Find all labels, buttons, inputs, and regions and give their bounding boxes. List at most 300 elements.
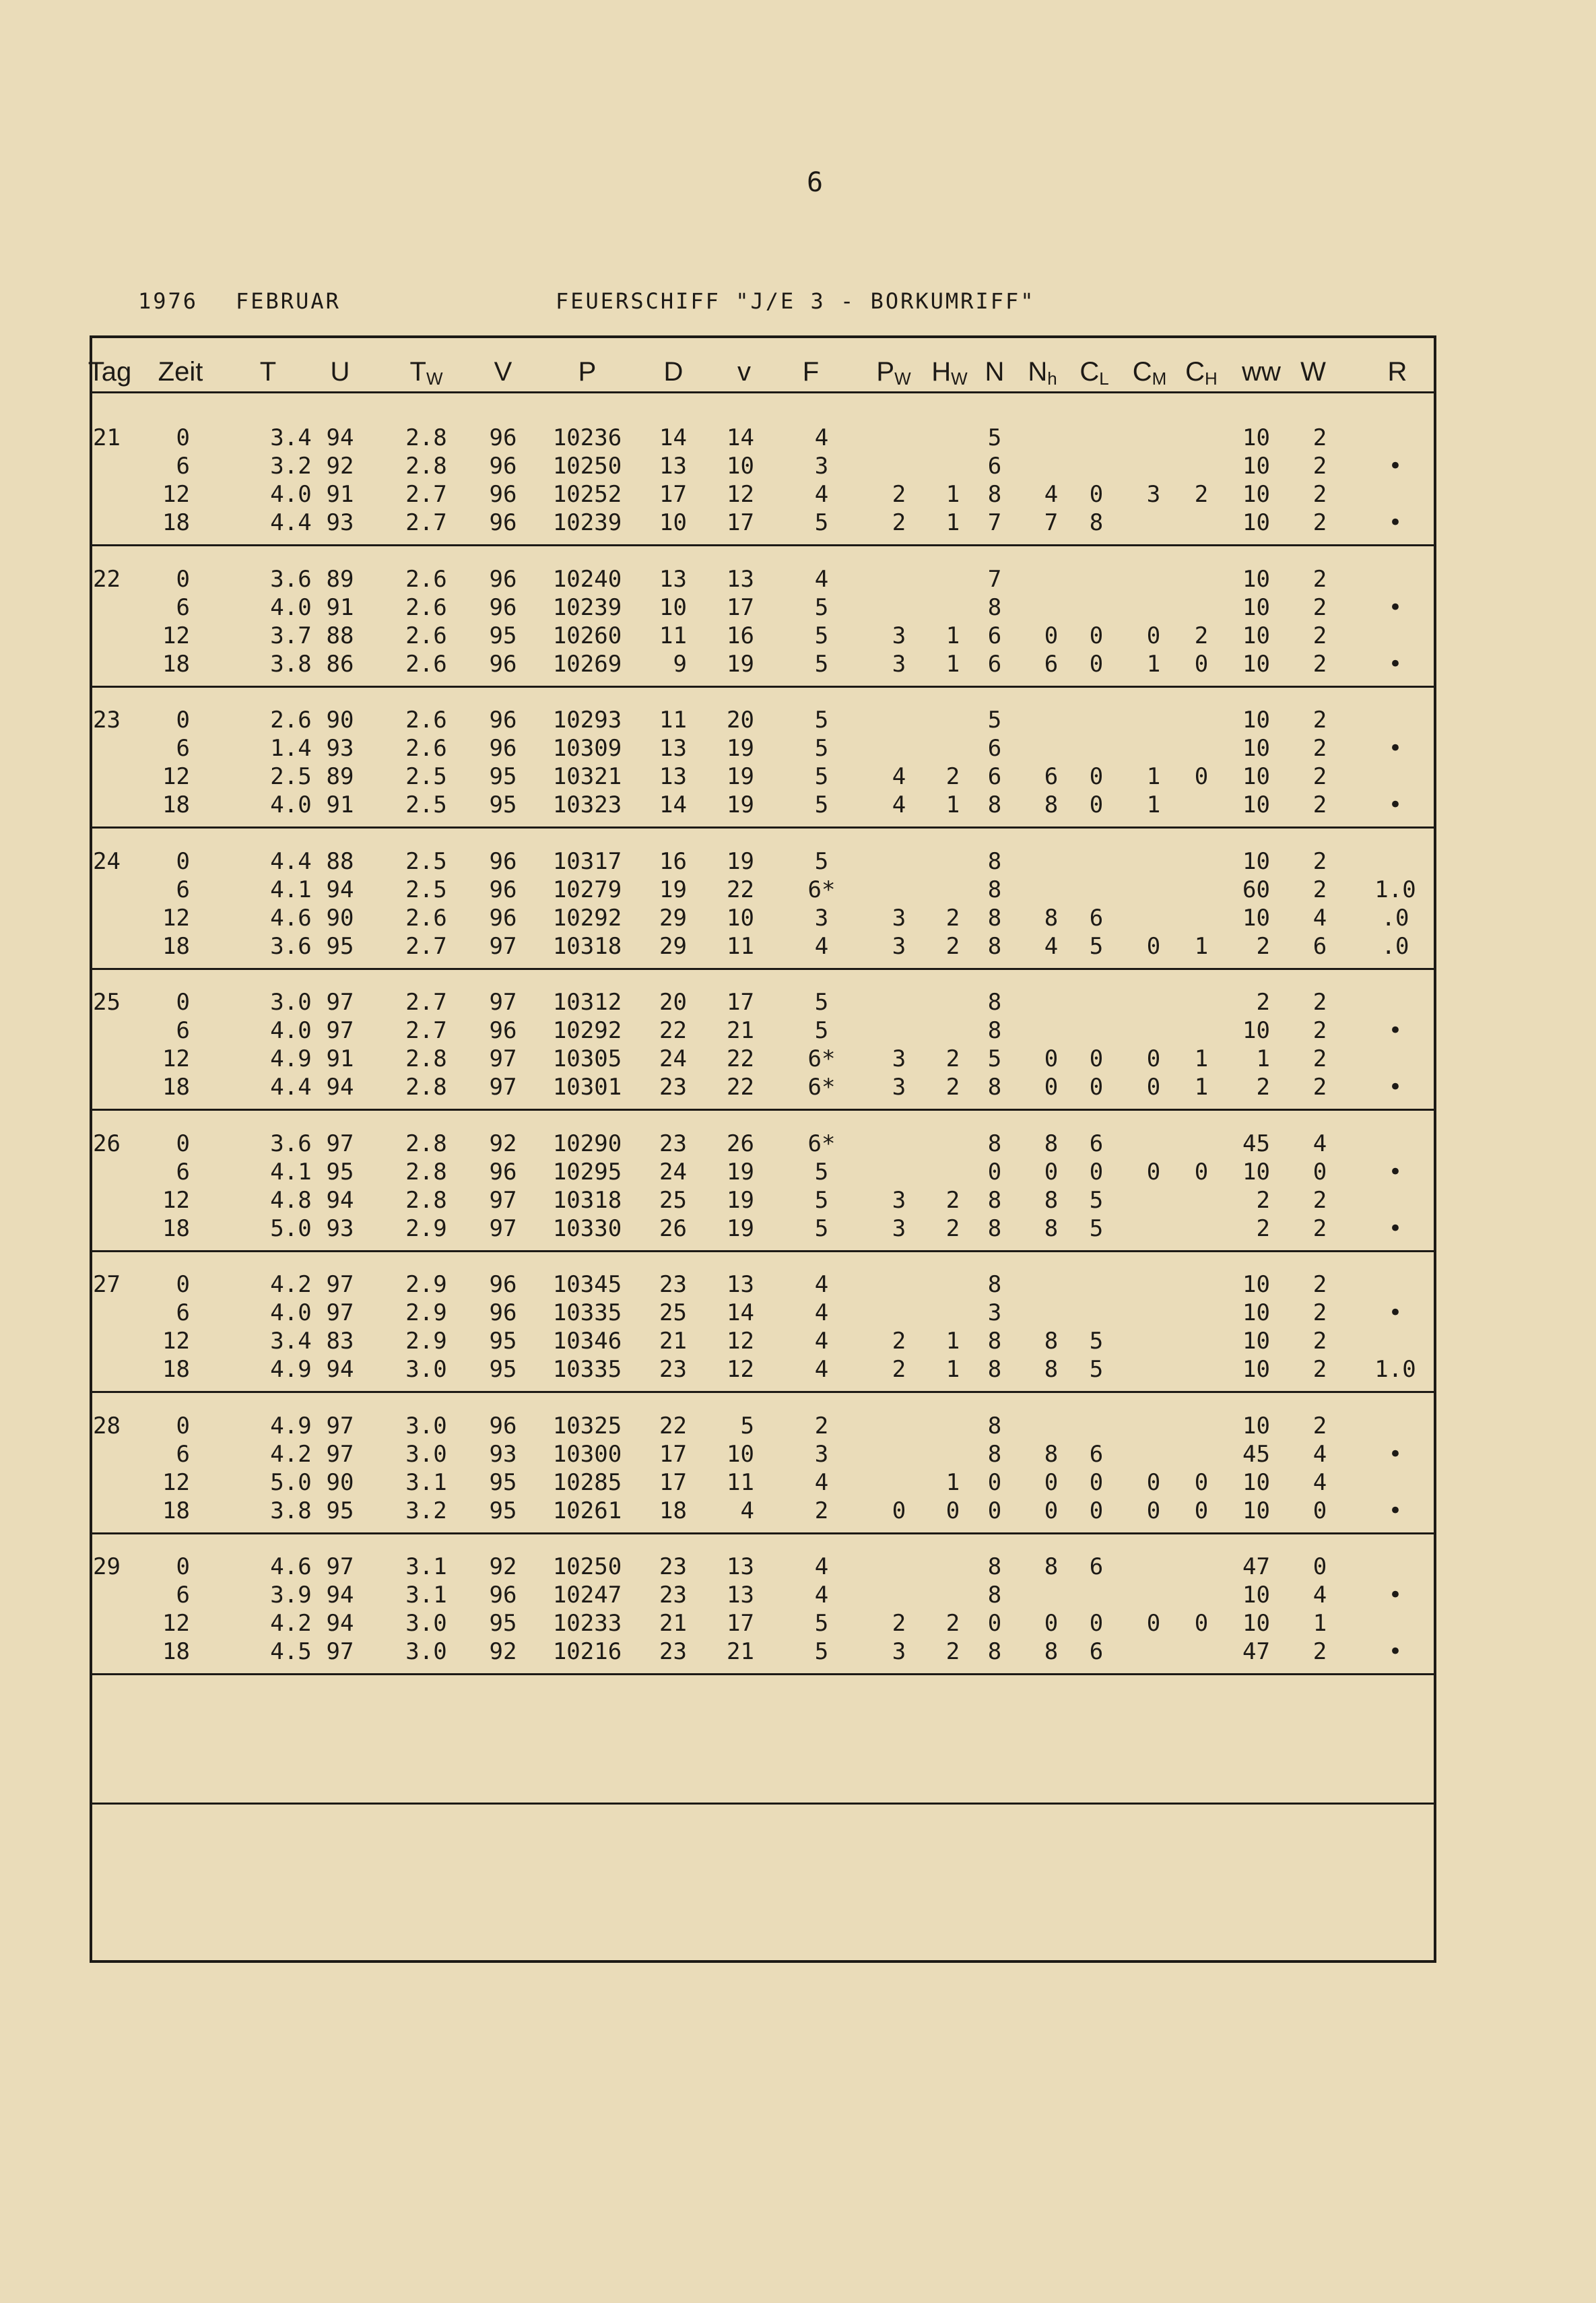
table-cell-zeit: 18: [162, 1638, 190, 1665]
column-header-w: [1300, 357, 1326, 387]
table-cell-d: 13: [659, 763, 687, 790]
table-cell-vv: 19: [727, 847, 754, 875]
column-header-label: W: [1300, 357, 1326, 387]
table-cell-d: 21: [659, 1610, 687, 1637]
table-cell-n: 8: [987, 791, 1002, 818]
table-cell-t: 3.4: [270, 1328, 312, 1355]
table-cell-p: 10233: [552, 1610, 622, 1637]
table-cell-nh: 0: [1044, 1045, 1059, 1072]
table-cell-u: 95: [326, 1158, 354, 1186]
table-cell-f: 4: [814, 565, 829, 593]
table-cell-p: 10247: [552, 1582, 622, 1609]
column-header-r: [1388, 357, 1407, 387]
table-cell-zeit: 0: [176, 565, 190, 593]
table-cell-vv: 14: [727, 424, 754, 451]
table-cell-f: 5: [814, 1214, 829, 1242]
table-cell-d: 23: [659, 1356, 687, 1383]
table-cell-n: 6: [987, 763, 1002, 790]
table-cell-v: 96: [489, 1017, 517, 1044]
table-cell-zeit: 18: [162, 1074, 190, 1101]
table-cell-pw: 3: [892, 1074, 906, 1101]
table-cell-d: 23: [659, 1074, 687, 1101]
table-cell-n: 8: [987, 1638, 1002, 1665]
table-cell-ww: 47: [1242, 1638, 1270, 1665]
table-cell-d: 24: [659, 1158, 687, 1186]
table-cell-cm: 1: [1146, 791, 1161, 818]
table-cell-tw: 2.8: [405, 424, 447, 451]
table-cell-cl: 5: [1089, 1186, 1104, 1214]
table-cell-w: 2: [1312, 1328, 1327, 1355]
table-cell-v: 96: [489, 481, 517, 508]
table-cell-tw: 2.5: [405, 847, 447, 875]
table-cell-n: 8: [987, 904, 1002, 932]
table-cell-vv: 19: [727, 1186, 754, 1214]
table-cell-d: 26: [659, 1214, 687, 1242]
table-cell-r: •: [1388, 1582, 1403, 1609]
table-cell-w: 2: [1312, 1186, 1327, 1214]
column-header-label: T: [409, 357, 426, 387]
table-cell-cl: 0: [1089, 1610, 1104, 1637]
table-cell-d: 23: [659, 1582, 687, 1609]
table-cell-cl: 5: [1089, 1356, 1104, 1383]
table-cell-ww: 10: [1242, 622, 1270, 649]
table-cell-t: 4.4: [270, 509, 312, 536]
table-cell-zeit: 18: [162, 509, 190, 536]
table-cell-hw: 2: [945, 1045, 960, 1072]
table-cell-tw: 3.0: [405, 1356, 447, 1383]
table-cell-p: 10239: [552, 509, 622, 536]
table-cell-t: 4.2: [270, 1610, 312, 1637]
table-cell-t: 4.9: [270, 1045, 312, 1072]
table-cell-d: 25: [659, 1299, 687, 1326]
table-cell-t: 1.4: [270, 735, 312, 762]
table-cell-zeit: 12: [162, 1468, 190, 1496]
table-cell-pw: 4: [892, 791, 906, 818]
table-cell-n: 8: [987, 1582, 1002, 1609]
table-cell-tw: 2.7: [405, 509, 447, 536]
table-cell-u: 94: [326, 1074, 354, 1101]
table-cell-v: 95: [489, 763, 517, 790]
table-cell-zeit: 0: [176, 1553, 190, 1580]
table-cell-hw: 2: [945, 932, 960, 960]
table-cell-nh: 8: [1044, 1328, 1059, 1355]
table-cell-t: 2.5: [270, 763, 312, 790]
table-cell-u: 97: [326, 989, 354, 1016]
table-cell-tw: 2.8: [405, 1045, 447, 1072]
day-label: 23: [93, 707, 121, 734]
table-cell-zeit: 0: [176, 1130, 190, 1157]
table-cell-nh: 0: [1044, 1497, 1059, 1524]
table-cell-u: 94: [326, 1610, 354, 1637]
table-cell-pw: 2: [892, 509, 906, 536]
table-cell-ww: 10: [1242, 847, 1270, 875]
table-cell-zeit: 6: [176, 1017, 190, 1044]
table-cell-v: 96: [489, 1299, 517, 1326]
table-cell-tw: 2.8: [405, 453, 447, 480]
table-cell-v: 96: [489, 1412, 517, 1439]
table-cell-w: 2: [1312, 1412, 1327, 1439]
table-cell-u: 94: [326, 1186, 354, 1214]
column-header-n: [985, 357, 1005, 387]
table-cell-vv: 10: [727, 904, 754, 932]
column-header-label: D: [663, 357, 684, 387]
table-cell-tw: 2.9: [405, 1299, 447, 1326]
table-cell-vv: 11: [727, 1468, 754, 1496]
table-cell-p: 10312: [552, 989, 622, 1016]
table-cell-w: 2: [1312, 1074, 1327, 1101]
table-cell-d: 25: [659, 1186, 687, 1214]
table-cell-v: 93: [489, 1440, 517, 1468]
column-header-u: [331, 357, 350, 387]
table-cell-vv: 21: [727, 1638, 754, 1665]
table-cell-tw: 2.5: [405, 763, 447, 790]
table-cell-cm: 0: [1146, 622, 1161, 649]
table-cell-r: •: [1388, 791, 1403, 818]
table-cell-v: 97: [489, 1045, 517, 1072]
table-cell-vv: 12: [727, 481, 754, 508]
table-cell-p: 10279: [552, 876, 622, 903]
column-header-cl: [1079, 357, 1108, 389]
table-cell-v: 96: [489, 1582, 517, 1609]
table-cell-zeit: 18: [162, 1356, 190, 1383]
table-cell-t: 3.7: [270, 622, 312, 649]
table-cell-w: 2: [1312, 593, 1327, 621]
table-cell-hw: 2: [945, 1074, 960, 1101]
table-cell-vv: 19: [727, 763, 754, 790]
table-cell-t: 4.0: [270, 593, 312, 621]
table-cell-nh: 8: [1044, 1440, 1059, 1468]
table-cell-tw: 3.1: [405, 1582, 447, 1609]
column-header-p: [578, 357, 597, 387]
table-cell-v: 95: [489, 1610, 517, 1637]
table-cell-f: 5: [814, 1017, 829, 1044]
table-cell-n: 5: [987, 1045, 1002, 1072]
table-cell-r: •: [1388, 1440, 1403, 1468]
footer-divider: [90, 1803, 1436, 1805]
table-cell-u: 91: [326, 481, 354, 508]
column-header-vv: [737, 357, 751, 387]
table-cell-nh: 8: [1044, 1638, 1059, 1665]
table-cell-t: 2.6: [270, 707, 312, 734]
table-cell-f: 2: [814, 1412, 829, 1439]
column-header-subscript: H: [1205, 368, 1218, 389]
table-cell-f: 4: [814, 424, 829, 451]
table-cell-ww: 45: [1242, 1440, 1270, 1468]
table-cell-u: 95: [326, 932, 354, 960]
table-cell-u: 90: [326, 707, 354, 734]
table-cell-zeit: 0: [176, 989, 190, 1016]
table-cell-f: 6*: [807, 1045, 836, 1072]
table-cell-cm: 0: [1146, 1610, 1161, 1637]
table-cell-f: 5: [814, 1186, 829, 1214]
block-separator: [90, 1109, 1436, 1111]
table-cell-ww: 10: [1242, 424, 1270, 451]
table-cell-u: 88: [326, 847, 354, 875]
table-cell-pw: 0: [892, 1497, 906, 1524]
table-cell-p: 10260: [552, 622, 622, 649]
table-cell-d: 10: [659, 593, 687, 621]
table-cell-p: 10290: [552, 1130, 622, 1157]
table-cell-cl: 5: [1089, 1214, 1104, 1242]
table-cell-cl: 0: [1089, 622, 1104, 649]
column-header-label: P: [578, 357, 597, 387]
table-cell-t: 4.2: [270, 1271, 312, 1298]
table-cell-r: •: [1388, 650, 1403, 678]
table-cell-ch: 0: [1194, 763, 1209, 790]
column-header-label: T: [259, 357, 277, 387]
table-cell-v: 97: [489, 1186, 517, 1214]
table-cell-ww: 2: [1256, 1214, 1270, 1242]
table-cell-ww: 2: [1256, 989, 1270, 1016]
table-cell-f: 4: [814, 932, 829, 960]
table-cell-d: 13: [659, 735, 687, 762]
table-cell-nh: 0: [1044, 1468, 1059, 1496]
day-label: 24: [93, 847, 121, 875]
column-header-pw: [876, 357, 910, 389]
table-cell-u: 94: [326, 1356, 354, 1383]
table-cell-pw: 3: [892, 650, 906, 678]
table-cell-v: 95: [489, 1497, 517, 1524]
column-header-label: N: [1028, 357, 1048, 387]
table-cell-hw: 1: [945, 622, 960, 649]
table-cell-ww: 10: [1242, 904, 1270, 932]
table-cell-tw: 2.6: [405, 565, 447, 593]
header-month: FEBRUAR: [236, 288, 341, 314]
table-cell-n: 8: [987, 847, 1002, 875]
table-cell-cl: 0: [1089, 763, 1104, 790]
table-cell-w: 4: [1312, 1468, 1327, 1496]
table-cell-pw: 2: [892, 481, 906, 508]
table-cell-zeit: 6: [176, 1299, 190, 1326]
table-cell-zeit: 12: [162, 481, 190, 508]
table-cell-u: 97: [326, 1553, 354, 1580]
column-header-label: V: [494, 357, 512, 387]
day-label: 29: [93, 1553, 121, 1580]
table-cell-cl: 0: [1089, 1074, 1104, 1101]
table-cell-vv: 17: [727, 1610, 754, 1637]
table-cell-zeit: 6: [176, 593, 190, 621]
table-cell-tw: 2.6: [405, 622, 447, 649]
table-cell-u: 95: [326, 1497, 354, 1524]
table-cell-p: 10309: [552, 735, 622, 762]
table-cell-r: •: [1388, 509, 1403, 536]
table-cell-t: 4.6: [270, 1553, 312, 1580]
table-cell-zeit: 0: [176, 424, 190, 451]
table-cell-u: 91: [326, 1045, 354, 1072]
table-cell-ww: 10: [1242, 1610, 1270, 1637]
column-header-d: [664, 357, 684, 387]
column-header-subscript: L: [1099, 368, 1109, 389]
table-cell-nh: 8: [1044, 791, 1059, 818]
table-cell-n: 8: [987, 932, 1002, 960]
table-cell-p: 10335: [552, 1299, 622, 1326]
table-cell-d: 21: [659, 1328, 687, 1355]
table-cell-zeit: 12: [162, 1186, 190, 1214]
table-cell-v: 96: [489, 593, 517, 621]
table-cell-ch: 0: [1194, 1468, 1209, 1496]
table-cell-v: 92: [489, 1130, 517, 1157]
table-cell-f: 4: [814, 1271, 829, 1298]
table-cell-ww: 10: [1242, 735, 1270, 762]
table-cell-n: 5: [987, 424, 1002, 451]
table-cell-p: 10250: [552, 453, 622, 480]
table-cell-p: 10318: [552, 1186, 622, 1214]
table-cell-ww: 10: [1242, 1356, 1270, 1383]
table-cell-ww: 10: [1242, 481, 1270, 508]
table-cell-pw: 2: [892, 1610, 906, 1637]
table-cell-u: 97: [326, 1412, 354, 1439]
table-cell-u: 90: [326, 1468, 354, 1496]
table-cell-nh: 8: [1044, 1553, 1059, 1580]
table-cell-ww: 10: [1242, 1328, 1270, 1355]
table-cell-n: 5: [987, 707, 1002, 734]
table-cell-d: 23: [659, 1553, 687, 1580]
table-cell-zeit: 18: [162, 791, 190, 818]
table-cell-ch: 1: [1194, 1074, 1209, 1101]
table-cell-n: 0: [987, 1468, 1002, 1496]
table-cell-vv: 10: [727, 453, 754, 480]
table-cell-w: 2: [1312, 1045, 1327, 1072]
table-cell-d: 23: [659, 1638, 687, 1665]
table-cell-cl: 8: [1089, 509, 1104, 536]
table-cell-cl: 6: [1089, 904, 1104, 932]
table-cell-w: 2: [1312, 453, 1327, 480]
table-cell-n: 8: [987, 1356, 1002, 1383]
table-cell-ww: 10: [1242, 509, 1270, 536]
table-cell-vv: 12: [727, 1328, 754, 1355]
table-cell-w: 2: [1312, 565, 1327, 593]
table-cell-u: 91: [326, 593, 354, 621]
table-cell-tw: 2.7: [405, 989, 447, 1016]
table-cell-pw: 4: [892, 763, 906, 790]
table-cell-cm: 0: [1146, 1158, 1161, 1186]
table-cell-ww: 10: [1242, 650, 1270, 678]
table-cell-ww: 10: [1242, 453, 1270, 480]
table-cell-nh: 4: [1044, 481, 1059, 508]
table-cell-ch: 0: [1194, 650, 1209, 678]
table-cell-pw: 3: [892, 1214, 906, 1242]
table-cell-f: 4: [814, 1582, 829, 1609]
block-separator: [90, 1673, 1436, 1675]
table-cell-cl: 6: [1089, 1130, 1104, 1157]
table-cell-d: 29: [659, 904, 687, 932]
column-header-nh: [1028, 357, 1057, 389]
table-cell-w: 2: [1312, 1638, 1327, 1665]
column-header-label: F: [802, 357, 820, 387]
table-cell-vv: 16: [727, 622, 754, 649]
table-cell-cl: 6: [1089, 1638, 1104, 1665]
table-cell-u: 90: [326, 904, 354, 932]
table-cell-u: 88: [326, 622, 354, 649]
table-cell-r: •: [1388, 1017, 1403, 1044]
table-cell-p: 10335: [552, 1356, 622, 1383]
table-cell-vv: 14: [727, 1299, 754, 1326]
column-header-tag: [88, 357, 132, 387]
table-cell-p: 10305: [552, 1045, 622, 1072]
table-cell-cm: 1: [1146, 650, 1161, 678]
table-cell-p: 10346: [552, 1328, 622, 1355]
table-cell-n: 6: [987, 650, 1002, 678]
table-cell-t: 4.9: [270, 1356, 312, 1383]
table-cell-cl: 0: [1089, 1468, 1104, 1496]
table-cell-t: 4.1: [270, 876, 312, 903]
table-cell-vv: 13: [727, 1582, 754, 1609]
table-cell-p: 10269: [552, 650, 622, 678]
table-cell-tw: 2.6: [405, 735, 447, 762]
table-cell-zeit: 6: [176, 735, 190, 762]
block-separator: [90, 968, 1436, 970]
table-cell-nh: 4: [1044, 932, 1059, 960]
table-cell-pw: 3: [892, 932, 906, 960]
table-cell-vv: 13: [727, 565, 754, 593]
table-cell-v: 96: [489, 707, 517, 734]
table-cell-ww: 10: [1242, 1468, 1270, 1496]
table-cell-w: 2: [1312, 763, 1327, 790]
table-cell-p: 10250: [552, 1553, 622, 1580]
table-cell-tw: 2.7: [405, 932, 447, 960]
header-year: 1976: [138, 288, 199, 314]
table-cell-n: 8: [987, 1553, 1002, 1580]
table-cell-r: •: [1388, 1214, 1403, 1242]
table-cell-f: 5: [814, 735, 829, 762]
table-cell-tw: 3.1: [405, 1468, 447, 1496]
table-cell-t: 3.0: [270, 989, 312, 1016]
table-cell-d: 16: [659, 847, 687, 875]
table-cell-nh: 8: [1044, 1356, 1059, 1383]
table-cell-n: 8: [987, 1017, 1002, 1044]
table-cell-u: 97: [326, 1017, 354, 1044]
table-cell-t: 4.0: [270, 481, 312, 508]
table-cell-t: 3.8: [270, 650, 312, 678]
table-cell-d: 18: [659, 1497, 687, 1524]
table-cell-zeit: 6: [176, 453, 190, 480]
table-cell-ch: 0: [1194, 1158, 1209, 1186]
column-header-label: C: [1185, 357, 1205, 387]
table-cell-d: 29: [659, 932, 687, 960]
table-cell-r: •: [1388, 1638, 1403, 1665]
table-cell-vv: 12: [727, 1356, 754, 1383]
table-cell-w: 2: [1312, 989, 1327, 1016]
table-cell-f: 5: [814, 989, 829, 1016]
table-cell-f: 4: [814, 1356, 829, 1383]
table-cell-f: 5: [814, 622, 829, 649]
table-cell-hw: 2: [945, 904, 960, 932]
table-cell-u: 97: [326, 1299, 354, 1326]
table-cell-v: 96: [489, 509, 517, 536]
table-cell-zeit: 6: [176, 1158, 190, 1186]
table-cell-p: 10321: [552, 763, 622, 790]
table-cell-v: 96: [489, 904, 517, 932]
table-cell-r: .0: [1381, 932, 1409, 960]
block-separator: [90, 1250, 1436, 1252]
table-cell-w: 0: [1312, 1553, 1327, 1580]
table-cell-n: 8: [987, 1186, 1002, 1214]
table-cell-w: 1: [1312, 1610, 1327, 1637]
table-cell-zeit: 18: [162, 932, 190, 960]
table-cell-zeit: 12: [162, 763, 190, 790]
table-cell-f: 5: [814, 650, 829, 678]
table-cell-u: 97: [326, 1271, 354, 1298]
table-cell-d: 11: [659, 707, 687, 734]
table-cell-nh: 8: [1044, 904, 1059, 932]
table-cell-t: 4.8: [270, 1186, 312, 1214]
table-cell-vv: 22: [727, 1045, 754, 1072]
table-cell-vv: 19: [727, 791, 754, 818]
block-separator: [90, 686, 1436, 688]
table-cell-cl: 0: [1089, 1497, 1104, 1524]
header-ship: FEUERSCHIFF "J/E 3 - BORKUMRIFF": [556, 288, 1036, 314]
table-cell-v: 97: [489, 932, 517, 960]
